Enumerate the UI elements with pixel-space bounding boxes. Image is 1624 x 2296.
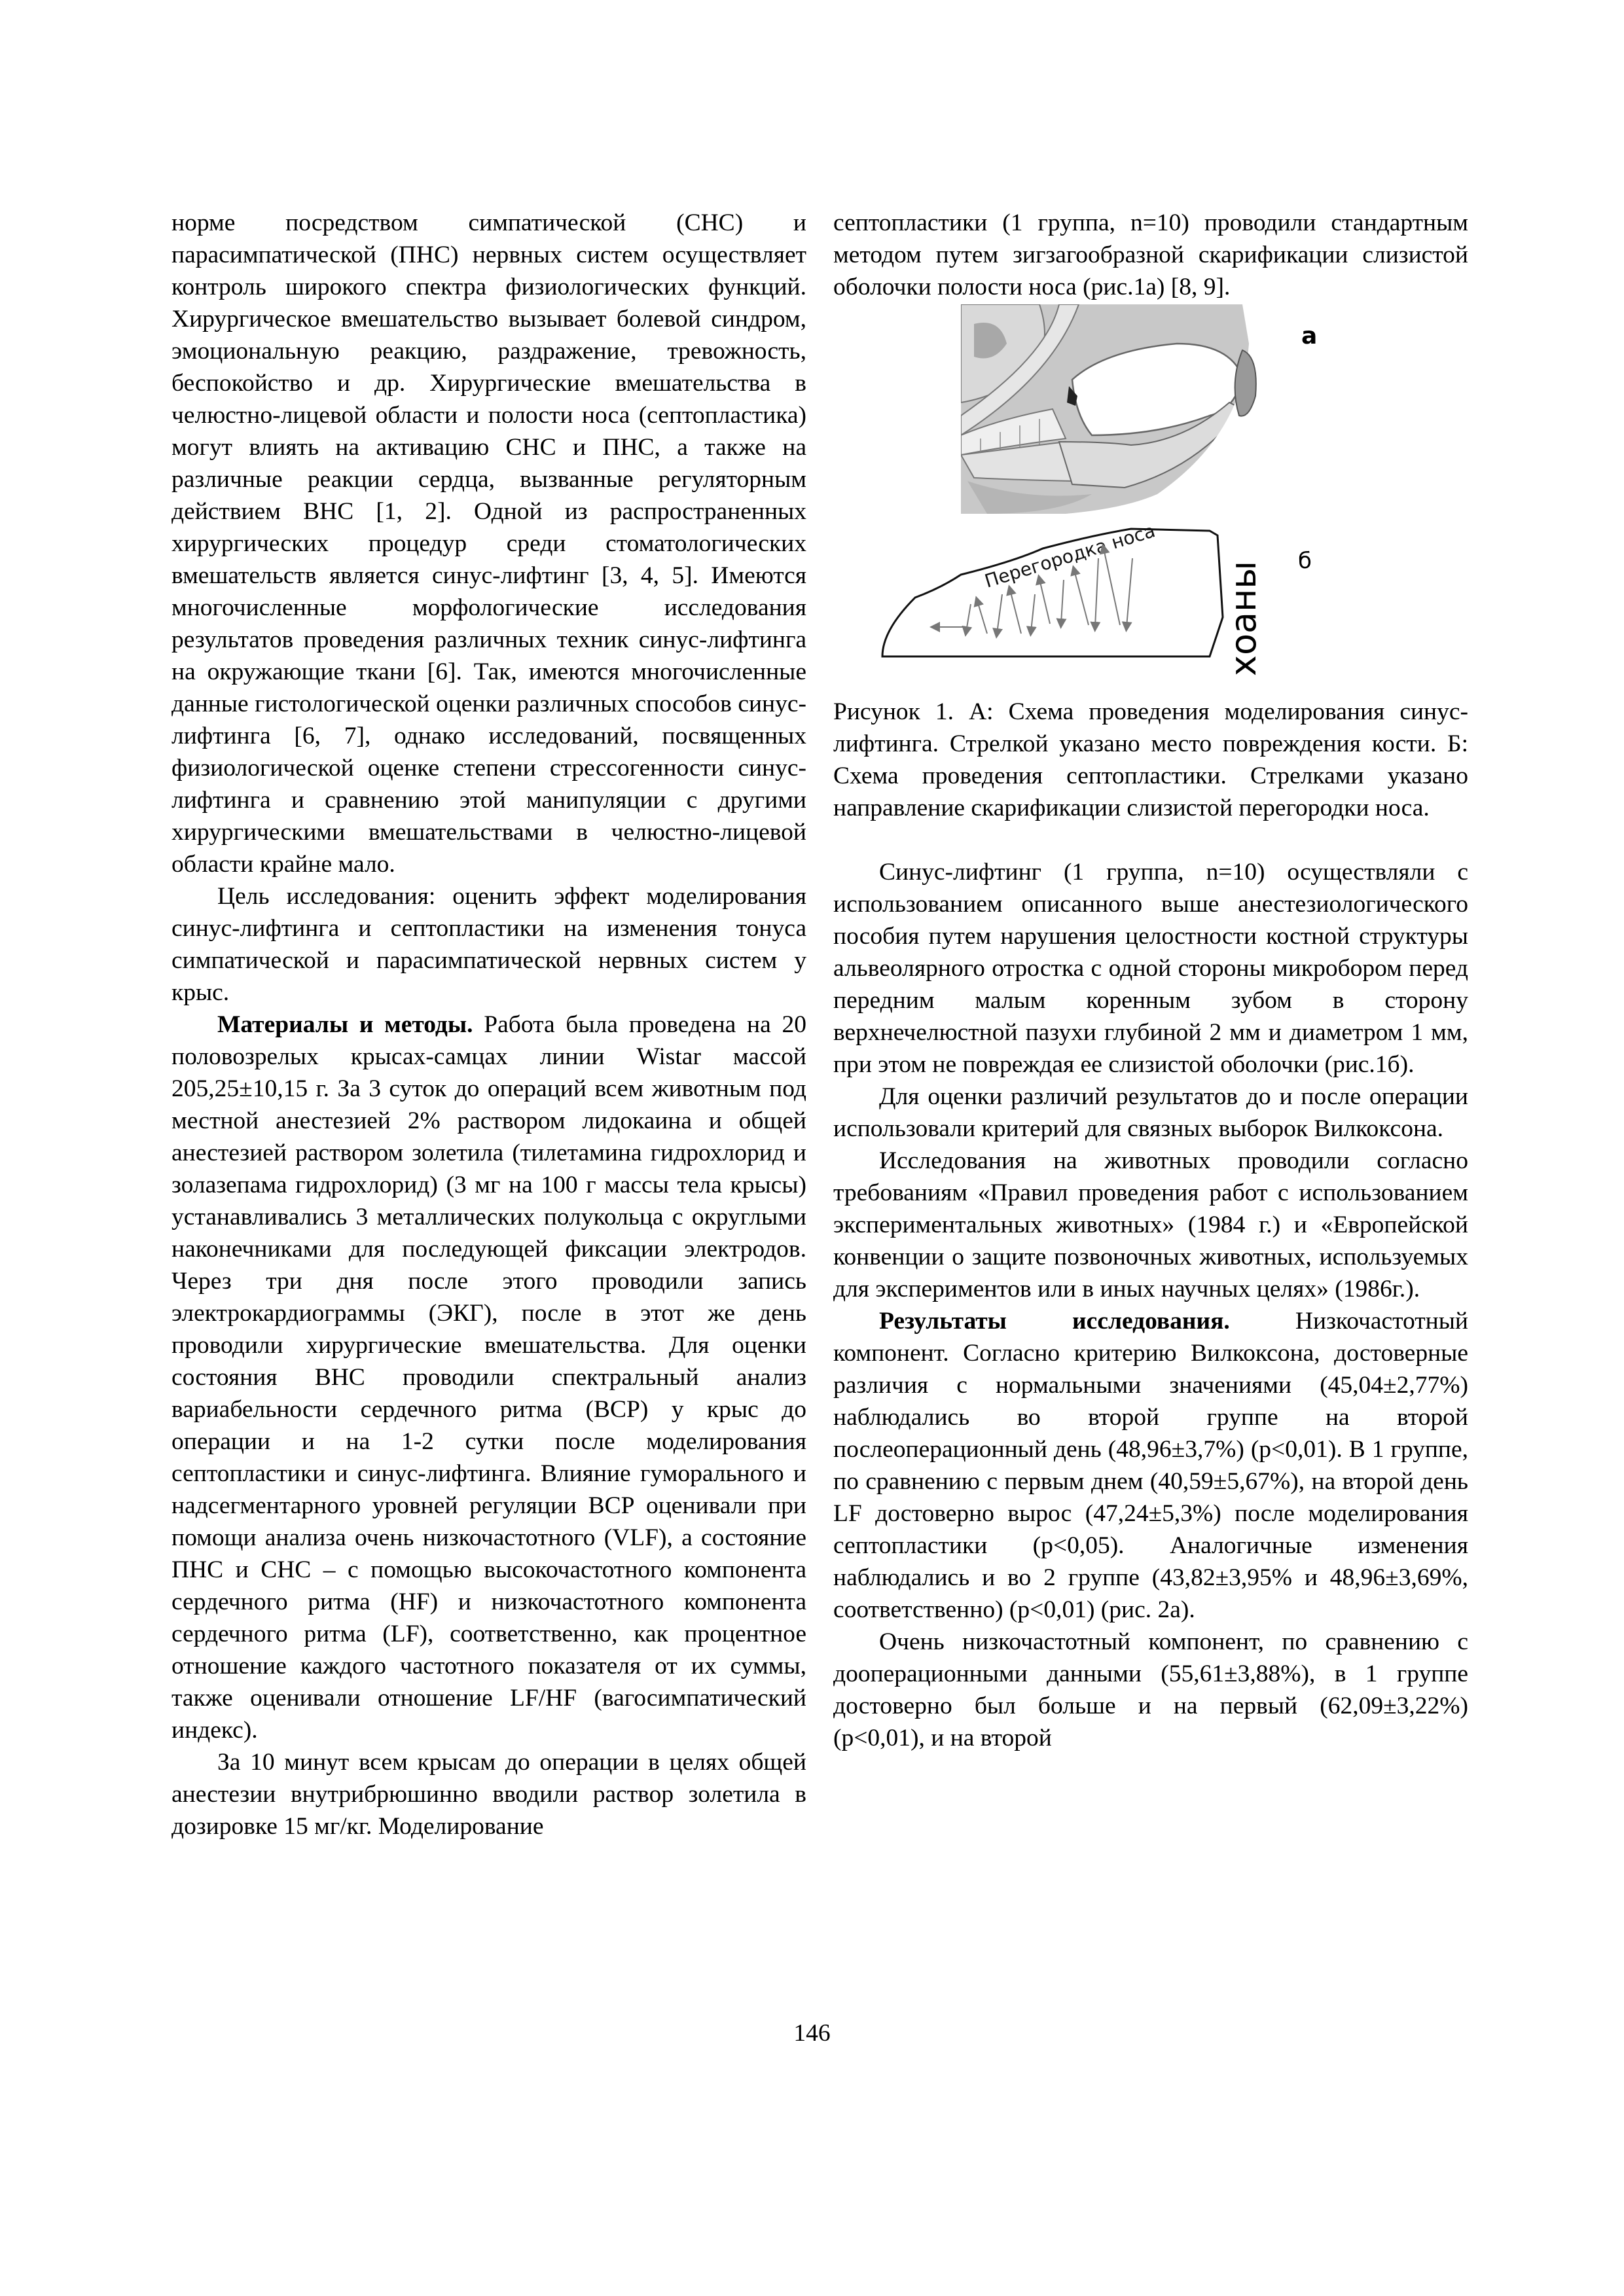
septum-label: Перегородка носа	[982, 520, 1158, 592]
sinus-lifting-paragraph: Синус-лифтинг (1 группа, n=10) осуществляли с использованием описанного выше анестезиологического пособия путем нарушения целостности костной структуры альвеолярного отростка с одной стороны микробором перед передним малым коренным зубом в сторону верхнечелюстной пазухи глубиной 2 мм и диаметром 1 мм, при этом не повреждая ее слизистой оболочки (рис.1б).	[833, 859, 1468, 1078]
rat-skull-illustration	[961, 304, 1367, 514]
methods-paragraph	[171, 1009, 806, 1746]
panel-b-label: б	[1298, 548, 1312, 574]
figure-caption: Рисунок 1. А: Схема проведения моделирования синус-лифтинга. Стрелкой указано место повреждения кости. Б: Схема проведения септопластики. Стрелками указано направление скарификации слизистой перегородки носа.	[833, 698, 1468, 821]
intro-paragraph: норме посредством симпатической (СНС) и парасимпатической (ПНС) нервных систем осуществляет контроль широкого спектра физиологических функций. Хирургическое вмешательство вызывает болевой синдром, эмоциональную реакцию, раздражение, тревожность, беспокойство и др. Хирургические вмешательства в челюстно-лицевой области и полости носа (септопластика) могут влиять на активацию СНС и ПНС, а также на различные реакции сердца, вызванные регуляторным действием ВНС [1, 2]. Одной из распространенных хирургических процедур среди стоматологических вмешательств является синус-лифтинг [3, 4, 5]. Имеются многочисленные морфологические исследования результатов проведения различных техник синус-лифтинга на окружающие ткани [6]. Так, имеются многочисленные данные гистологической оценки различных способов синус-лифтинга [6, 7], однако исследований, посвященных физиологической оценке степени стрессогенности синус-лифтинга и сравнению этой манипуляции с другими хирургическими вмешательствами в челюстно-лицевой области крайне мало.	[171, 209, 806, 878]
figure-1b	[833, 519, 1468, 696]
results-paragraph	[833, 1305, 1468, 1626]
right-column	[833, 207, 1468, 1754]
septoplasty-paragraph: септопластики (1 группа, n=10) проводили стандартным методом путем зигзагообразной скарификации слизистой оболочки полости носа (рис.1а) [8, 9].	[833, 209, 1468, 300]
page-number: 146	[793, 2020, 831, 2047]
left-column	[171, 207, 806, 1842]
methods-text: Работа была проведена на 20 половозрелых крысах-самцах линии Wistar массой 205,25±10,15 г. За 3 суток до операций всем животным под местной анестезией 2% раствором лидокаина и общей анестезией раствором золетила (тилетамина гидрохлорид и золазепама гидрохлорид) (3 мг на 100 г массы тела крысы) устанавливались 3 металлических полукольца с округлыми наконечниками для последующей фиксации электродов. Через три дня после этого проводили запись электрокардиограммы (ЭКГ), после в этот же день проводили хирургические вмешательства. Для оценки состояния ВНС проводили спектральный анализ вариабельности сердечного ритма (ВСР) у крыс до операции и на 1-2 сутки после моделирования септопластики и синус-лифтинга. Влияние гуморального и надсегментарного уровней регуляции ВСР оценивали при помощи анализа очень низкочастотного (VLF), а состояние ПНС и СНС – с помощью высокочастотного компонента сердечного ритма (HF) и низкочастотного компонента сердечного ритма (LF), соответственно, как процентное отношение каждого частотного показателя от их суммы, также оценивали отношение LF/HF (вагосимпатический индекс).	[171, 1011, 806, 1744]
figure-1a	[833, 304, 1468, 514]
aim-paragraph: Цель исследования: оценить эффект моделирования синус-лифтинга и септопластики на изменения тонуса симпатической и парасимпатической нервных систем у крыс.	[171, 883, 806, 1006]
choanae-label: хоаны	[1223, 560, 1264, 676]
methods-heading: Материалы и методы.	[217, 1011, 473, 1038]
nasal-septum-diagram	[869, 519, 1458, 696]
ethics-paragraph: Исследования на животных проводили согласно требованиям «Правил проведения работ с использованием экспериментальных животных» (1984 г.) и «Европейской конвенции о защите позвоночных животных, используемых для экспериментов или в иных научных целях» (1986г.).	[833, 1147, 1468, 1302]
anesthesia-paragraph: За 10 минут всем крысам до операции в целях общей анестезии внутрибрюшинно вводили раствор золетила в дозировке 15 мг/кг. Моделирование	[171, 1749, 806, 1840]
septum-outline	[882, 529, 1223, 656]
panel-a-label: а	[1301, 323, 1318, 350]
vlf-paragraph: Очень низкочастотный компонент, по сравнению с дооперационными данными (55,61±3,88%), в 1 группе достоверно был больше и на первый (62,09±3,22%) (p<0,01), и на второй	[833, 1628, 1468, 1751]
results-text: Низкочастотный компонент. Согласно критерию Вилкоксона, достоверные различия с нормальными значениями (45,04±2,77%) наблюдались во второй группе на второй послеоперационный день (48,96±3,7%) (p<0,01). В 1 группе, по сравнению с первым днем (40,59±5,67%), на второй день LF достоверно вырос (47,24±5,3%) после моделирования септопластики (p<0,05). Аналогичные изменения наблюдались и во 2 группе (43,82±3,95% и 48,96±3,69%, соответственно) (p<0,01) (рис. 2а).	[833, 1308, 1468, 1623]
results-heading: Результаты исследования.	[879, 1308, 1230, 1335]
statistics-paragraph: Для оценки различий результатов до и после операции использовали критерий для связных выборок Вилкоксона.	[833, 1083, 1468, 1142]
